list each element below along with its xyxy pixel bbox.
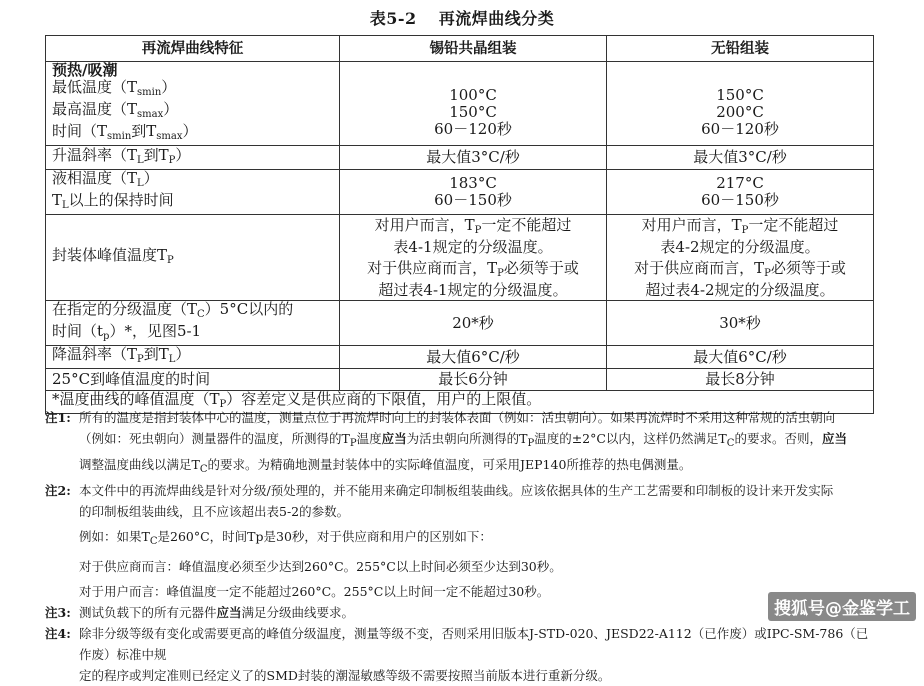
within5-snpb: 20*秒 xyxy=(340,301,607,346)
ramp-up-label: 升温斜率（$T_L$到$T_P$） xyxy=(46,146,340,170)
row-time25 xyxy=(46,369,874,391)
ramp-down-snpb: 最大值6°C/秒 xyxy=(340,346,607,369)
header-row xyxy=(46,36,874,62)
note-1: 注1: 所有的温度是指封装体中心的温度，测量点位于再流焊时向上的封装体表面（例如：活虫朝向）。如果再流焊时不采用这种常规的活虫朝向 （例如：死虫朝向）测量器件的温度，所测得的$T_P$温度应当为活虫朝向所测得的$T_P$温度的±2°C以内，这样仍然满足$T_C$的要求。否则，应当 调整温度曲线以满足$T_C$的要求。为精确地测量封装体中的实际峰值温度，可采用JEP140所推荐的热电偶测量。 xyxy=(45,410,847,475)
time25-label: 25°C到峰值温度的时间 xyxy=(46,369,340,391)
peak-label: 封装体峰值温度$T_P$ xyxy=(46,215,340,301)
peak-pbfree: 对用户而言，$T_P$一定不能超过 表4-2规定的分级温度。 对于供应商而言，$T_P$必须等于或 超过表4-2规定的分级温度。 xyxy=(607,215,874,301)
preheat-heading: 预热/吸潮 xyxy=(52,61,118,79)
row-preheat xyxy=(46,62,874,146)
table-title xyxy=(0,6,924,29)
time25-pbfree: 最长8分钟 xyxy=(607,369,874,391)
row-liquidus xyxy=(46,170,874,215)
note-2-supplier: 对于供应商而言：峰值温度必须至少达到260°C。255°C以上时间必须至少达到30秒。 xyxy=(79,559,562,574)
within5-pbfree: 30*秒 xyxy=(607,301,874,346)
note-4: 注4: 除非分级等级有变化或需要更高的峰值分级温度，测量等级不变，否则采用旧版本J-STD-020、JESD22-A112（已作废）或IPC-SM-786（已作废）标准中规 定的程序或判定准则已经定义了的SMD封装的潮湿敏感等级不需要按照当前版本进行重新分级。 xyxy=(45,626,869,683)
header-feature: 再流焊曲线特征 xyxy=(46,36,340,62)
note-2-example: 例如：如果$T_C$是260°C，时间Tp是30秒，对于供应商和用户的区别如下： xyxy=(79,529,492,547)
table-title-text: 再流焊曲线分类 xyxy=(438,9,555,28)
row-peak xyxy=(46,215,874,301)
reflow-profile-table xyxy=(45,35,874,414)
row-ramp-down xyxy=(46,346,874,369)
ramp-down-label: 降温斜率（$T_P$到$T_L$） xyxy=(46,346,340,369)
within5-label: 在指定的分级温度$(T_C)5^\circ C$以内的 时间$(t_p)*$，见图5-1 xyxy=(46,301,340,346)
table-code: 表5-2 xyxy=(369,9,417,28)
note-2-user: 对于用户而言：峰值温度一定不能超过260°C。255°C以上时间一定不能超过30秒。 xyxy=(79,584,550,599)
liquidus-pbfree: 217°C 60－150秒 xyxy=(607,170,874,215)
preheat-label: 预热/吸潮 最低温度$(T_{smin})$ 最高温度$(T_{smax})$ 时间（$T_{smin}$到$T_{smax}$） xyxy=(46,62,340,146)
header-pbfree: 无铅组装 xyxy=(607,36,874,62)
ramp-down-pbfree: 最大值6°C/秒 xyxy=(607,346,874,369)
ramp-up-pbfree: 最大值3°C/秒 xyxy=(607,146,874,170)
table-footnote: *温度曲线的峰值温度$(T_P)$容差定义是供应商的下限值，用户的上限值。 xyxy=(46,391,874,414)
ramp-up-snpb: 最大值3°C/秒 xyxy=(340,146,607,170)
preheat-pbfree: 150°C 200°C 60－120秒 xyxy=(607,62,874,146)
note-2: 注2: 本文件中的再流焊曲线是针对分级/预处理的，并不能用来确定印制板组装曲线。应该依据具体的生产工艺需要和印制板的设计来开发实际 的印制板组装曲线，且不应该超出表5-2的参数。 xyxy=(45,483,834,519)
peak-snpb: 对用户而言，$T_P$一定不能超过 表4-1规定的分级温度。 对于供应商而言，$T_P$必须等于或 超过表4-1规定的分级温度。 xyxy=(340,215,607,301)
watermark: 搜狐号@金鉴学工 xyxy=(768,592,916,621)
time25-snpb: 最长6分钟 xyxy=(340,369,607,391)
preheat-snpb: 100°C 150°C 60－120秒 xyxy=(340,62,607,146)
header-snpb: 锡铅共晶组装 xyxy=(340,36,607,62)
row-ramp-up xyxy=(46,146,874,170)
notes-section xyxy=(45,407,873,686)
note-3: 注3: 测试负载下的所有元器件应当满足分级曲线要求。 xyxy=(45,605,355,620)
liquidus-snpb: 183°C 60－150秒 xyxy=(340,170,607,215)
row-within5 xyxy=(46,301,874,346)
liquidus-label: 液相温度$(T_L)$ $T_L$以上的保持时间 xyxy=(46,170,340,215)
